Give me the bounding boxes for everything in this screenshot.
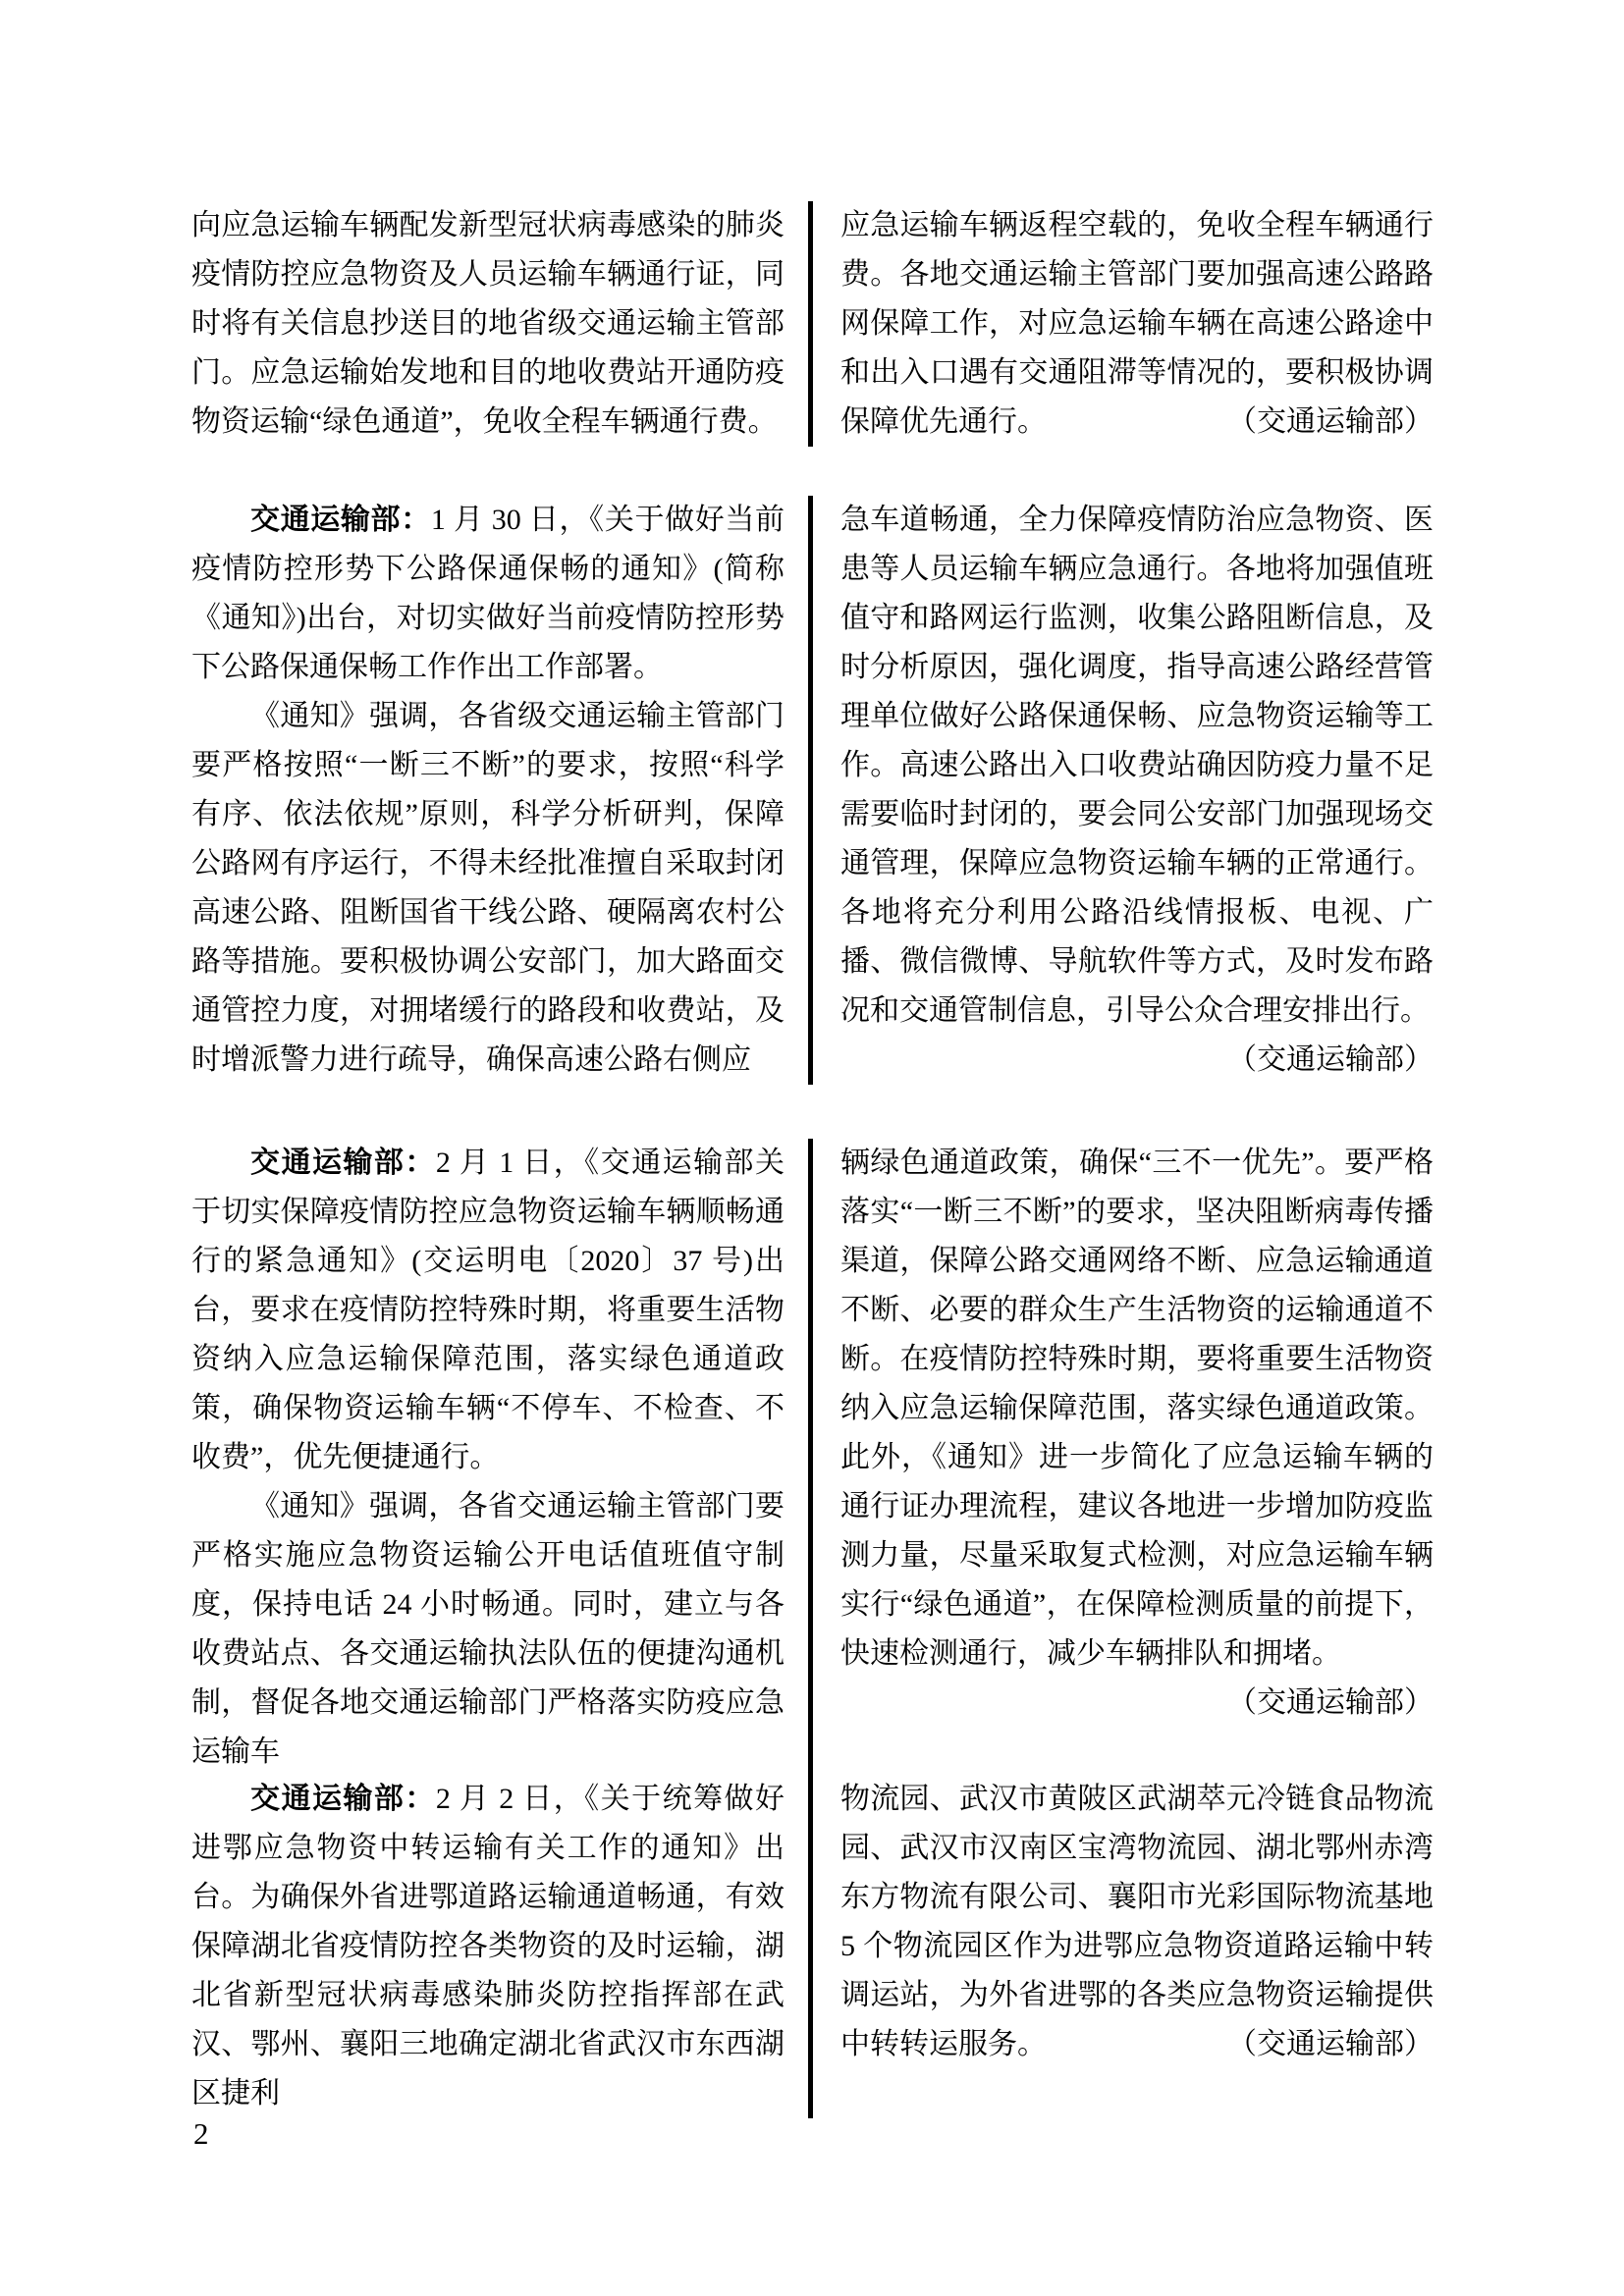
- paragraph-text: 向应急运输车辆配发新型冠状病毒感染的肺炎疫情防控应急物资及人员运输车辆通行证，同时将有关信息抄送目的地省级交通运输主管部门。应急运输始发地和目的地收费站开通防疫物资运输“绿色通道”，免收全程车辆通行费。: [191, 209, 785, 438]
- right-column: [840, 1775, 1434, 2118]
- paragraph-text: 《通知》强调，各省交通运输主管部门要严格实施应急物资运输公开电话值班值守制度，保持电话 24 小时畅通。同时，建立与各收费站点、各交通运输执法队伍的便捷沟通机制，督促各地交通运输部门严格落实防疫应急运输车: [191, 1490, 785, 1768]
- left-column: [191, 1139, 785, 1777]
- ministry-lead: 交通运输部：: [250, 1147, 436, 1179]
- ministry-lead: 交通运输部：: [250, 504, 431, 536]
- paragraph: [191, 201, 785, 447]
- left-column: [191, 496, 785, 1085]
- section-row-3: [191, 1139, 1434, 1777]
- attribution: （交通运输部）: [1227, 2028, 1434, 2060]
- right-column: [840, 496, 1434, 1085]
- paragraph: [840, 1139, 1434, 1679]
- left-column: [191, 201, 785, 447]
- right-column: [840, 1139, 1434, 1777]
- section-row-4: [191, 1775, 1434, 2118]
- paragraph-text: 1 月 30 日，《关于做好当前疫情防控形势下公路保通保畅的通知》(简称《通知》)出台，对切实做好当前疫情防控形势下公路保通保畅工作作出工作部署。: [191, 504, 785, 683]
- attribution: （交通运输部）: [1227, 405, 1434, 438]
- paragraph: [191, 1775, 785, 2118]
- page-number: 2: [193, 2116, 209, 2151]
- ministry-lead: 交通运输部：: [250, 1783, 436, 1815]
- section-row-2: [191, 496, 1434, 1085]
- column-divider: [808, 201, 813, 447]
- paragraph-text: 辆绿色通道政策，确保“三不一优先”。要严格落实“一断三不断”的要求，坚决阻断病毒传播渠道，保障公路交通网络不断、应急运输通道不断、必要的群众生产生活物资的运输通道不断。在疫情防控特殊时期，要将重要生活物资纳入应急运输保障范围，落实绿色通道政策。此外，《通知》进一步简化了应急运输车辆的通行证办理流程，建议各地进一步增加防疫监测力量，尽量采取复式检测，对应急运输车辆实行“绿色通道”，在保障检测质量的前提下，快速检测通行，减少车辆排队和拥堵。: [840, 1147, 1434, 1670]
- attribution: （交通运输部）: [1227, 1686, 1434, 1719]
- paragraph-text: 2 月 2 日，《关于统筹做好进鄂应急物资中转运输有关工作的通知》出台。为确保外省进鄂道路运输通道畅通，有效保障湖北省疫情防控各类物资的及时运输，湖北省新型冠状病毒感染肺炎防控指挥部在武汉、鄂州、襄阳三地确定湖北省武汉市东西湖区捷利: [191, 1783, 785, 2109]
- column-divider: [808, 1139, 813, 1777]
- paragraph-text: 物流园、武汉市黄陂区武湖萃元冷链食品物流园、武汉市汉南区宝湾物流园、湖北鄂州赤湾东方物流有限公司、襄阳市光彩国际物流基地 5 个物流园区作为进鄂应急物资道路运输中转调运站，为外省进鄂的各类应急物资运输提供中转转运服务。: [840, 1783, 1434, 2060]
- paragraph-text: 急车道畅通，全力保障疫情防治应急物资、医患等人员运输车辆应急通行。各地将加强值班值守和路网运行监测，收集公路阻断信息，及时分析原因，强化调度，指导高速公路经营管理单位做好公路保通保畅、应急物资运输等工作。高速公路出入口收费站确因防疫力量不足需要临时封闭的，要会同公安部门加强现场交通管理，保障应急物资运输车辆的正常通行。各地将充分利用公路沿线情报板、电视、广播、微信微博、导航软件等方式，及时发布路况和交通管制信息，引导公众合理安排出行。: [840, 504, 1434, 1027]
- paragraph-text: 2 月 1 日，《交通运输部关于切实保障疫情防控应急物资运输车辆顺畅通行的紧急通知》(交运明电〔2020〕37 号)出台，要求在疫情防控特殊时期，将重要生活物资纳入应急运输保障范围，落实绿色通道政策，确保物资运输车辆“不停车、不检查、不收费”，优先便捷通行。: [191, 1147, 785, 1473]
- paragraph-text: 《通知》强调，各省级交通运输主管部门要严格按照“一断三不断”的要求，按照“科学有序、依法依规”原则，科学分析研判，保障公路网有序运行，不得未经批准擅自采取封闭高速公路、阻断国省干线公路、硬隔离农村公路等措施。要积极协调公安部门，加大路面交通管控力度，对拥堵缓行的路段和收费站，及时增派警力进行疏导，确保高速公路右侧应: [191, 700, 785, 1076]
- column-divider: [808, 496, 813, 1085]
- attribution: （交通运输部）: [1227, 1043, 1434, 1076]
- paragraph: [191, 1139, 785, 1482]
- paragraph-text: 应急运输车辆返程空载的，免收全程车辆通行费。各地交通运输主管部门要加强高速公路路网保障工作，对应急运输车辆在高速公路途中和出入口遇有交通阻滞等情况的，要积极协调保障优先通行。: [840, 209, 1434, 438]
- paragraph: [191, 692, 785, 1085]
- paragraph: [191, 496, 785, 692]
- paragraph: [191, 1482, 785, 1777]
- section-row-1: [191, 201, 1434, 447]
- left-column: [191, 1775, 785, 2118]
- column-divider: [808, 1775, 813, 2118]
- right-column: [840, 201, 1434, 447]
- paragraph: [840, 496, 1434, 1036]
